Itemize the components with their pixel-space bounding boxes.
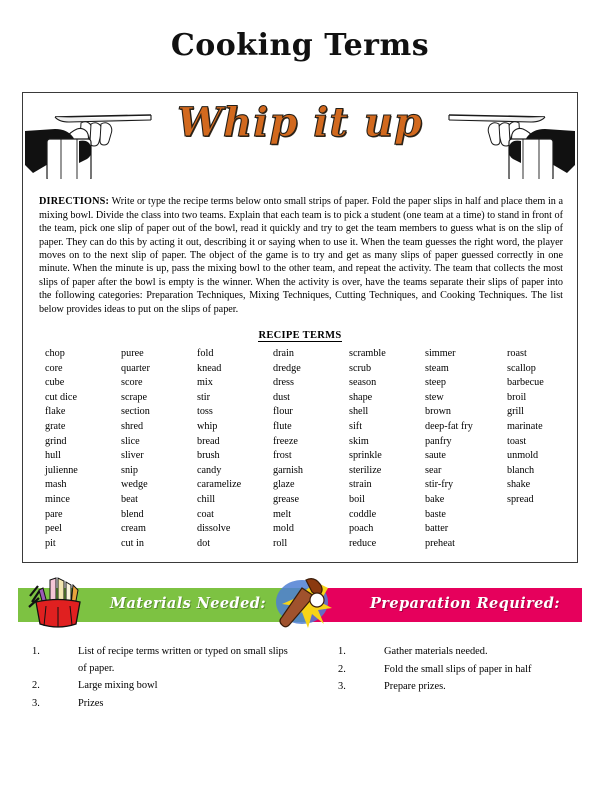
preparation-banner-label: Preparation Required: xyxy=(370,595,561,612)
recipe-term: knead xyxy=(197,362,222,374)
recipe-term: grate xyxy=(45,420,66,432)
recipe-term: shake xyxy=(507,479,531,491)
recipe-term: sterilize xyxy=(349,464,382,476)
recipe-term: glaze xyxy=(273,479,295,491)
recipe-term: toss xyxy=(197,406,213,418)
list-item xyxy=(32,644,292,677)
recipe-term: dust xyxy=(273,391,290,403)
recipe-term: grease xyxy=(273,493,300,505)
recipe-term: garnish xyxy=(273,464,303,476)
recipe-term: chill xyxy=(197,493,216,505)
recipe-term: roll xyxy=(273,537,288,549)
recipe-term: mold xyxy=(273,523,294,535)
directions-label: DIRECTIONS: xyxy=(39,196,110,208)
list-item-text: Gather materials needed. xyxy=(384,646,488,657)
list-item-number: 1. xyxy=(338,646,346,657)
recipe-terms-column xyxy=(425,347,507,551)
list-item xyxy=(32,696,292,713)
recipe-term: flute xyxy=(273,420,292,432)
recipe-term: flour xyxy=(273,406,293,418)
recipe-term: sear xyxy=(425,464,442,476)
recipe-term: puree xyxy=(121,348,144,359)
recipe-term: stew xyxy=(425,391,444,403)
worksheet-box xyxy=(22,92,578,563)
recipe-term: strain xyxy=(349,479,372,491)
recipe-term: blanch xyxy=(507,464,535,476)
recipe-term: steam xyxy=(425,362,449,374)
activity-banner xyxy=(23,93,577,179)
recipe-term: brown xyxy=(425,406,452,418)
recipe-term: core xyxy=(45,362,63,374)
recipe-term: stir xyxy=(197,391,211,403)
recipe-term: melt xyxy=(273,508,292,520)
recipe-term: sliver xyxy=(121,450,144,462)
recipe-term: dress xyxy=(273,377,294,389)
recipe-term: scallop xyxy=(507,362,536,374)
recipe-term: sprinkle xyxy=(349,450,382,462)
recipe-term: steep xyxy=(425,377,446,389)
recipe-term: scrape xyxy=(121,391,148,403)
recipe-term: slice xyxy=(121,435,140,447)
list-item-number: 2. xyxy=(338,663,346,675)
recipe-term: shell xyxy=(349,406,369,418)
recipe-term: season xyxy=(349,377,377,389)
materials-banner-label: Materials Needed: xyxy=(110,595,266,612)
list-item-text: Fold the small slips of paper in half xyxy=(384,663,532,675)
recipe-term: wedge xyxy=(121,479,148,491)
list-item-number: 3. xyxy=(338,681,346,692)
recipe-term: dredge xyxy=(273,362,301,374)
recipe-term: brush xyxy=(197,450,220,462)
recipe-term: deep-fat fry xyxy=(425,420,473,432)
recipe-terms-column xyxy=(121,347,197,551)
supply-bag-icon xyxy=(28,576,90,628)
list-item-number: 1. xyxy=(32,646,40,657)
list-item xyxy=(338,679,588,696)
recipe-term: bread xyxy=(197,435,220,447)
recipe-term: scramble xyxy=(349,348,386,359)
recipe-term: snip xyxy=(121,464,138,476)
recipe-term: scrub xyxy=(349,362,372,374)
recipe-term: hull xyxy=(45,450,61,462)
recipe-term: batter xyxy=(425,523,449,535)
recipe-term: caramelize xyxy=(197,479,242,491)
recipe-term: broil xyxy=(507,391,527,403)
recipe-term: roast xyxy=(507,348,527,359)
recipe-term: cream xyxy=(121,523,146,535)
recipe-term: marinate xyxy=(507,420,543,432)
recipe-term: blend xyxy=(121,508,144,520)
bottom-banners xyxy=(0,588,600,622)
recipe-term: cut dice xyxy=(45,391,77,403)
recipe-term: score xyxy=(121,377,143,389)
recipe-term: panfry xyxy=(425,435,452,447)
bottom-lists xyxy=(0,644,600,734)
recipe-term: grill xyxy=(507,406,524,418)
recipe-term: section xyxy=(121,406,150,418)
recipe-terms-list xyxy=(45,347,563,551)
recipe-term: barbecue xyxy=(507,377,544,389)
recipe-term: flake xyxy=(45,406,66,418)
recipe-term: freeze xyxy=(273,435,298,447)
list-item-text: Large mixing bowl xyxy=(78,680,158,691)
list-item-text: Prizes xyxy=(78,697,104,709)
list-item xyxy=(32,678,292,695)
recipe-term: preheat xyxy=(425,537,455,549)
directions-paragraph xyxy=(39,195,563,316)
recipe-term: pit xyxy=(45,537,56,549)
recipe-term: dot xyxy=(197,537,211,549)
recipe-term: stir-fry xyxy=(425,479,454,491)
activity-title: Whip it up xyxy=(177,99,423,146)
recipe-term: candy xyxy=(197,464,222,476)
recipe-term: shape xyxy=(349,391,373,403)
recipe-term: shred xyxy=(121,420,144,432)
recipe-term: coat xyxy=(197,508,214,520)
recipe-term: cube xyxy=(45,377,65,389)
hammer-icon xyxy=(272,574,338,632)
recipe-term: mash xyxy=(45,479,67,491)
preparation-list xyxy=(338,644,588,697)
recipe-term: simmer xyxy=(425,348,456,359)
recipe-term: coddle xyxy=(349,508,377,520)
recipe-term: quarter xyxy=(121,362,150,374)
recipe-term: peel xyxy=(45,523,62,535)
recipe-term: dissolve xyxy=(197,523,231,535)
recipe-term: mix xyxy=(197,377,213,389)
recipe-term: boil xyxy=(349,493,365,505)
recipe-terms-column xyxy=(507,347,583,551)
list-item xyxy=(338,662,588,679)
materials-list xyxy=(32,644,292,713)
recipe-term: mince xyxy=(45,493,70,505)
recipe-term: poach xyxy=(349,523,374,535)
recipe-term: unmold xyxy=(507,450,539,462)
recipe-term: julienne xyxy=(45,464,78,476)
bottom-section xyxy=(0,588,600,734)
list-item-number: 3. xyxy=(32,697,40,709)
recipe-term: reduce xyxy=(349,537,377,549)
recipe-terms-column xyxy=(197,347,273,551)
list-item-number: 2. xyxy=(32,680,40,691)
recipe-terms-column xyxy=(45,347,121,551)
recipe-term: drain xyxy=(273,348,294,359)
recipe-term: chop xyxy=(45,348,65,359)
page-title: Cooking Terms xyxy=(170,28,430,63)
list-item-text: Prepare prizes. xyxy=(384,681,446,692)
recipe-term: saute xyxy=(425,450,446,462)
recipe-term: fold xyxy=(197,348,214,359)
recipe-term: beat xyxy=(121,493,138,505)
recipe-terms-heading xyxy=(23,330,577,341)
recipe-terms-heading-text: RECIPE TERMS xyxy=(258,330,342,341)
list-item xyxy=(338,644,588,661)
recipe-term: toast xyxy=(507,435,527,447)
recipe-term: cut in xyxy=(121,537,144,549)
recipe-terms-column xyxy=(349,347,425,551)
list-item-text: List of recipe terms written or typed on small slips of paper. xyxy=(78,646,288,674)
recipe-term: skim xyxy=(349,435,369,447)
recipe-terms-column xyxy=(273,347,349,551)
recipe-term: spread xyxy=(507,493,534,505)
recipe-term: pare xyxy=(45,508,63,520)
recipe-term: grind xyxy=(45,435,67,447)
recipe-term: frost xyxy=(273,450,292,462)
directions-body: Write or type the recipe terms below onto small strips of paper. Fold the paper slips in half and place them in a mixing bowl. Divide the class into two teams. Explain that each team is to pick a student (one team at a time) to stand in front of the team, pick one slip of paper out of the bowl, read it quickly and try to get the team members to guess what is on the slip of paper. They can do this by acting it out, describing it or saying when to use it. When the team guesses the right word, the player moves on to the next slip of paper. The object of the game is to try and get as many slips of paper guessed correctly in one minute. When the minute is up, pass the mixing bowl to the other team, and repeat the activity. The team that collects the most slips of paper after the bowl is empty is the winner. When the activity is over, have the teams separate their slips of paper into the following categories: Preparation Techniques, Mixing Techniques, Cutting Techniques, and Cooking Techniques. The list below provides ideas to put on the slips of paper. xyxy=(39,196,563,315)
recipe-term: bake xyxy=(425,493,445,505)
recipe-term: baste xyxy=(425,508,446,520)
recipe-term: sift xyxy=(349,420,363,432)
recipe-term: whip xyxy=(197,420,218,432)
